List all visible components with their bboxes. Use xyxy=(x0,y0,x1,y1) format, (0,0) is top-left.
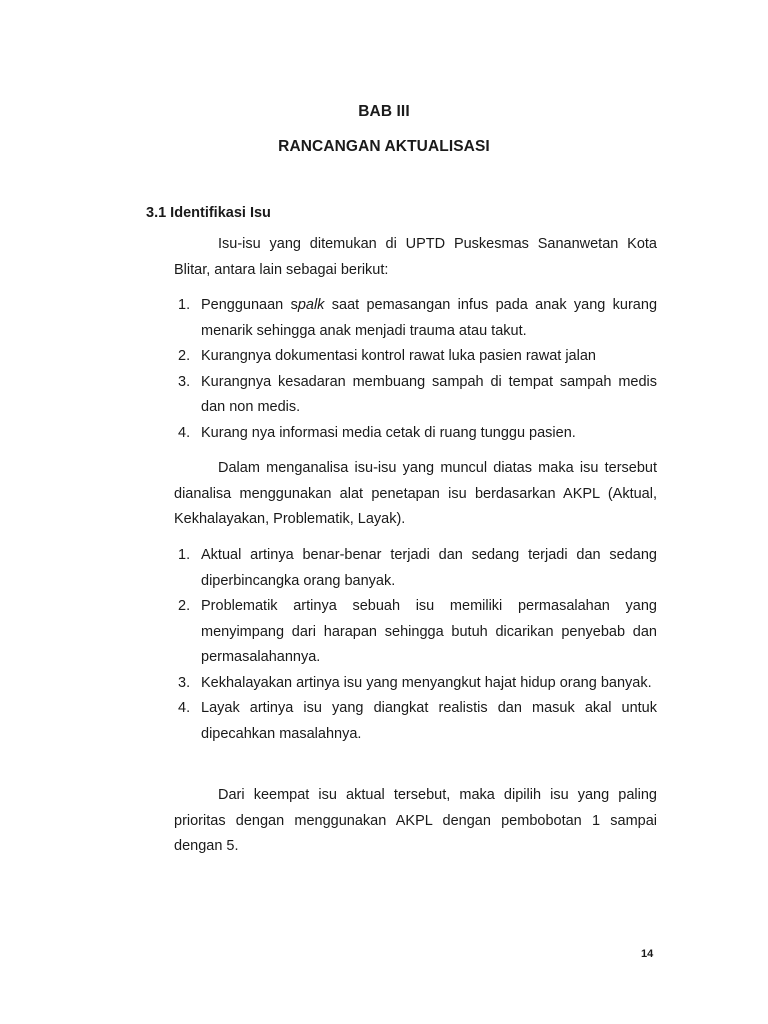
list-item xyxy=(174,370,657,421)
list-item xyxy=(174,344,657,370)
list-number: 4. xyxy=(178,700,191,716)
list-item xyxy=(174,293,657,344)
list-item xyxy=(174,696,657,747)
list-text: Aktual artinya benar-benar terjadi dan sedang terjadi dan sedang diperbincangka orang banyak. xyxy=(201,547,657,589)
list-number: 1. xyxy=(178,547,191,563)
list-text-italic: palk xyxy=(297,297,325,313)
list-text: Penggunaan s xyxy=(201,297,298,313)
list-item xyxy=(174,421,657,447)
list-text: Kurangnya kesadaran membuang sampah di tempat sampah medis dan non medis. xyxy=(201,373,657,415)
analysis-paragraph: Dalam menganalisa isu-isu yang muncul diatas maka isu tersebut dianalisa menggunakan alat penetapan isu berdasarkan AKPL (Aktual, Kekhalayakan, Problematik, Layak). xyxy=(174,460,657,527)
list-text: Problematik artinya sebuah isu memiliki permasalahan yang menyimpang dari harapan sehingga butuh dicarikan penyebab dan permasalahannya. xyxy=(201,598,657,665)
issues-list xyxy=(174,293,657,446)
list-number: 3. xyxy=(178,674,191,691)
list-number: 4. xyxy=(178,424,191,441)
list-text: Layak artinya isu yang diangkat realistis dan masuk akal untuk dipecahkan masalahnya. xyxy=(201,700,657,742)
chapter-title: RANCANGAN AKTUALISASI xyxy=(278,138,490,155)
list-text: saat pemasangan infus pada anak yang kurang menarik sehingga anak menjadi trauma atau takut. xyxy=(201,297,658,339)
list-text: Kurangnya dokumentasi kontrol rawat luka pasien rawat jalan xyxy=(201,348,596,364)
conclusion-paragraph: Dari keempat isu aktual tersebut, maka dipilih isu yang paling prioritas dengan menggunakan AKPL dengan pembobotan 1 sampai dengan 5. xyxy=(174,787,657,854)
section-title: 3.1 Identifikasi Isu xyxy=(146,205,271,221)
page-number: 14 xyxy=(641,948,654,960)
list-item xyxy=(174,594,657,671)
intro-paragraph: Isu-isu yang ditemukan di UPTD Puskesmas Sananwetan Kota Blitar, antara lain sebagai berikut: xyxy=(174,236,657,278)
list-item xyxy=(174,671,657,697)
criteria-list xyxy=(174,543,657,747)
chapter-number: BAB III xyxy=(358,103,410,120)
list-text: Kekhalayakan artinya isu yang menyangkut hajat hidup orang banyak. xyxy=(201,674,652,691)
list-number: 2. xyxy=(178,598,191,614)
list-item xyxy=(174,543,657,594)
list-number: 2. xyxy=(178,348,191,364)
list-number: 3. xyxy=(178,373,191,390)
list-text: Kurang nya informasi media cetak di ruang tunggu pasien. xyxy=(201,424,576,441)
list-number: 1. xyxy=(178,297,191,313)
